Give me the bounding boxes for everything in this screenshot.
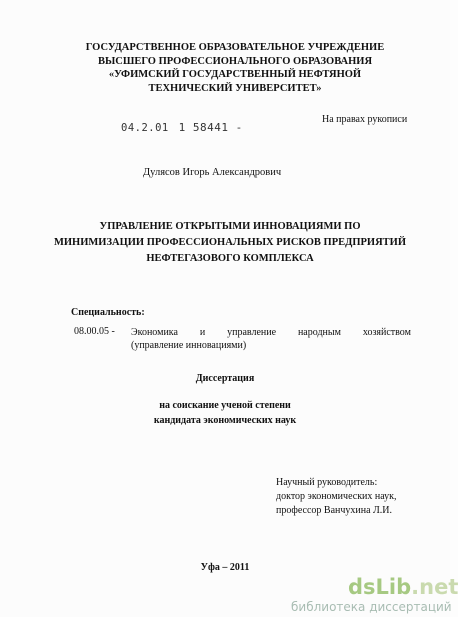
title-line: УПРАВЛЕНИЕ ОТКРЫТЫМИ ИННОВАЦИЯМИ ПО <box>99 221 361 232</box>
degree-line: на соискание ученой степени <box>159 400 291 411</box>
dissertation-title <box>30 219 430 267</box>
specialty-word: управление <box>227 327 277 338</box>
watermark-subtitle: библиотека диссертаций <box>291 600 452 614</box>
title-line: НЕФТЕГАЗОВОГО КОМПЛЕКСА <box>146 253 314 264</box>
degree-line: кандидата экономических наук <box>153 415 297 426</box>
specialty-code: 08.00.05 - <box>74 326 115 337</box>
stamp-date: 04.2.01 <box>121 122 169 134</box>
supervisor-line: профессор Ванчухина Л.И. <box>276 505 393 516</box>
author-name: Дулясов Игорь Александрович <box>143 167 282 178</box>
stamp-number: 1 58441 - <box>178 121 243 134</box>
document-type: Диссертация <box>195 373 255 384</box>
city-year: Уфа – 2011 <box>200 562 250 573</box>
specialty-word: народным <box>297 327 341 338</box>
rights-note: На правах рукописи <box>322 114 408 125</box>
specialty-word: хозяйством <box>362 327 411 338</box>
degree-block <box>0 398 450 428</box>
supervisor-line: Научный руководитель: <box>276 477 378 488</box>
specialty-name-line: (управление инновациями) <box>131 340 247 351</box>
supervisor-line: доктор экономических наук, <box>276 491 397 502</box>
specialty-name-line <box>131 326 411 339</box>
watermark-logo-suffix: .net <box>411 575 458 599</box>
specialty-word: Экономика <box>131 327 178 338</box>
organization-header <box>60 41 410 95</box>
organization-line: «УФИМСКИЙ ГОСУДАРСТВЕННЫЙ НЕФТЯНОЙ <box>108 69 362 80</box>
watermark-logo-main: dsLib <box>348 575 412 599</box>
specialty-name <box>131 326 411 352</box>
specialty-word: и <box>199 327 206 338</box>
specialty-label: Специальность: <box>71 307 145 318</box>
title-line: МИНИМИЗАЦИИ ПРОФЕССИОНАЛЬНЫХ РИСКОВ ПРЕДПРИЯТИЙ <box>53 237 407 248</box>
organization-line: ТЕХНИЧЕСКИЙ УНИВЕРСИТЕТ» <box>148 82 322 94</box>
watermark-logo[interactable] <box>348 575 458 599</box>
archive-stamp <box>121 121 243 134</box>
supervisor-block <box>276 476 397 518</box>
organization-line: ГОСУДАРСТВЕННОЕ ОБРАЗОВАТЕЛЬНОЕ УЧРЕЖДЕНИЕ <box>85 42 385 53</box>
organization-line: ВЫСШЕГО ПРОФЕССИОНАЛЬНОГО ОБРАЗОВАНИЯ <box>97 55 373 67</box>
